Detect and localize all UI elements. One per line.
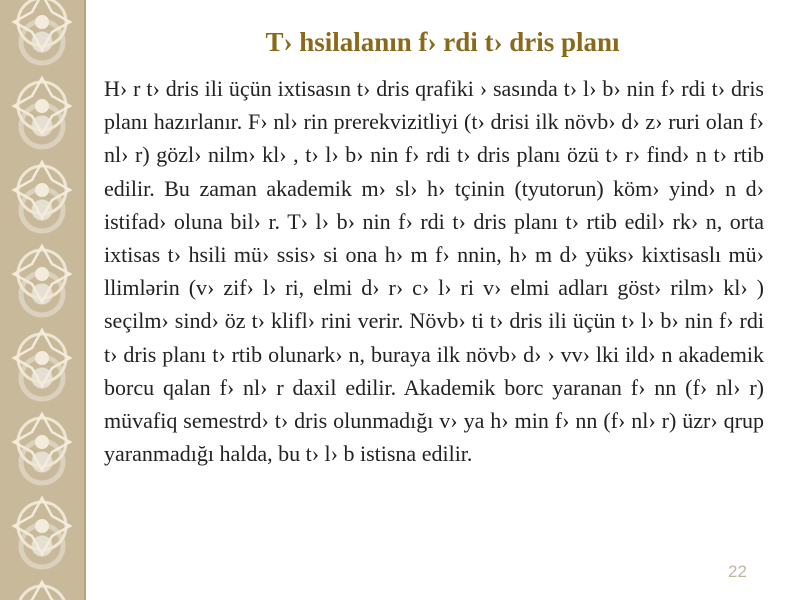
page-number: 22 — [728, 562, 747, 581]
slide-title: T› hsilalanın f› rdi t› dris planı — [265, 27, 620, 57]
slide-body-text: H› r t› dris ili üçün ixtisasın t› dris qrafiki › sasında t› l› b› nin f› rdi t› dris planı hazırlanır. F› nl› rin prerekvizitliyi (t› drisi ilk növb› d› z› ruri olan f› nl› r) gözl› nilm› kl› , t› l› b› nin f› rdi t› dris planı özü t› r› find› n t› rtib edilir. Bu zaman akademik m› sl› h› tçinin (tyutorun) köm› yind› n d› istifad› oluna bil› r. T› l› b› nin f› rdi t› dris planı t› rtib edil› rk› n, orta ixtisas t› hsili mü› ssis› si ona h› m f› nnin, h› m d› yüks› kixtisaslı mü› llimlərin (v› zif› l› ri, elmi d› r› c› l› ri v› elmi adları göst› rilm› kl› ) seçilm› sind› öz t› klifl› rini verir. Növb› ti t› dris ili üçün t› l› b› nin f› rdi t› dris planı t› rtib olunark› n, buraya ilk növb› d› › vv› lki ild› n akademik borcu qalan f› nl› r daxil edilir. Akademik borc yaranan f› nn (f› nl› r) müvafiq semestrd› t› dris olunmadığı v› ya h› min f› nn (f› nl› r) üzr› qrup yaranmadığı halda, bu t› l› b istisna edilir. — [104, 76, 764, 467]
decorative-side-panel — [0, 0, 86, 600]
ornament-pattern-icon — [0, 0, 84, 600]
